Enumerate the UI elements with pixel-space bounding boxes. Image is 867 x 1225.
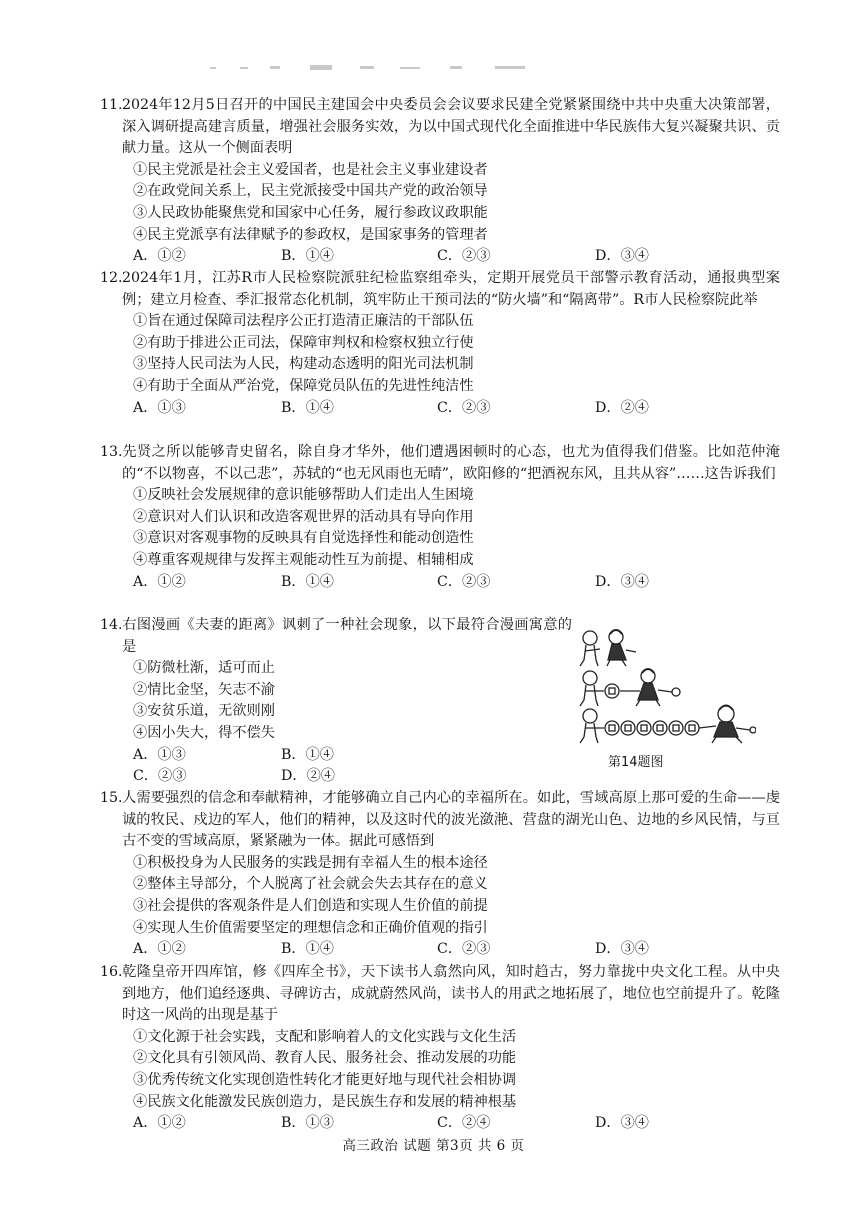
answer-choices-row-2: [100, 766, 780, 788]
cartoon-husband-wife-distance: [576, 624, 756, 744]
option-3: ③安贫乐道，无欲则刚: [133, 703, 275, 720]
option-1: ①文化源于社会实践，支配和影响着人的文化实践与文化生活: [133, 1028, 517, 1045]
option-3: ③社会提供的客观条件是人们创造和实现人生价值的前提: [133, 897, 488, 914]
question-stem: 2024年1月，江苏R市人民检察院派驻纪检监察组牵头，定期开展党员干部警示教育活动，通报典型案例；建立月检查、季汇报常态化机制，筑牢防止干预司法的“防火墙”和“隔离带”。R市人民检察院此举: [122, 270, 780, 308]
question-number: 12.: [100, 270, 123, 286]
question-16: [100, 962, 780, 1135]
option-1: ①防微杜渐，适可而止: [133, 660, 275, 677]
option-4: ④民主党派享有法律赋予的参政权，是国家事务的管理者: [133, 226, 488, 243]
option-2: ②情比金坚，矢志不渝: [133, 681, 275, 698]
choice-c[interactable]: C．②④: [437, 1115, 491, 1132]
answer-choices: [100, 939, 780, 961]
choice-d[interactable]: D．③④: [595, 1115, 649, 1132]
question-stem: 先贤之所以能够青史留名，除自身才华外，他们遭遇困顿时的心态，也尤为值得我们借鉴。比如范仲淹的“不以物喜，不以己悲”，苏轼的“也无风雨也无晴”，欧阳修的“把酒祝东风，且共从容”……这告诉我们: [122, 444, 780, 482]
option-1: ①反映社会发展规律的意识能够帮助人们走出人生困境: [133, 487, 474, 504]
choice-c[interactable]: C．②③: [437, 941, 491, 958]
question-number: 14.: [100, 617, 123, 633]
question-number: 15.: [100, 790, 123, 806]
question-15: [100, 788, 780, 961]
choice-c[interactable]: C．②③: [133, 768, 187, 785]
choice-c[interactable]: C．②③: [437, 399, 491, 416]
question-stem: 乾隆皇帝开四库馆，修《四库全书》，天下读书人翕然向风，知时趋古，努力靠拢中央文化工程。从中央到地方，他们追经逐典、寻碑访古，成就蔚然风尚，读书人的用武之地拓展了，地位也空前提升了。乾隆时这一风尚的出现是基于: [122, 964, 780, 1024]
option-3: ③人民政协能聚焦党和国家中心任务，履行参政议政职能: [133, 204, 488, 221]
faded-header-marks: [210, 62, 540, 74]
choice-d[interactable]: D．②④: [281, 768, 335, 785]
question-number: 13.: [100, 444, 123, 460]
question-11: [100, 95, 780, 268]
choice-a[interactable]: A．①②: [133, 573, 186, 590]
figure-caption: 第14题图: [608, 755, 664, 770]
choice-b[interactable]: B．①④: [281, 573, 334, 590]
choice-b[interactable]: B．①④: [281, 248, 334, 265]
choice-a[interactable]: A．①②: [133, 1115, 186, 1132]
answer-choices: [100, 398, 780, 420]
question-stem: 2024年12月5日召开的中国民主建国会中央委员会会议要求民建全党紧紧围绕中共中央重大决策部署，深入调研提高建言质量，增强社会服务实效，为以中国式现代化全面推进中华民族伟大复兴凝聚共识、贡献力量。这从一个侧面表明: [122, 97, 780, 157]
option-2: ②意识对人们认识和改造客观世界的活动具有导向作用: [133, 508, 474, 525]
option-4: ④实现人生价值需要坚定的理想信念和正确价值观的指引: [133, 919, 488, 936]
option-3: ③优秀传统文化实现创造性转化才能更好地与现代社会相协调: [133, 1071, 517, 1088]
option-4: ④有助于全面从严治党，保障党员队伍的先进性纯洁性: [133, 377, 474, 394]
choice-b[interactable]: B．①③: [281, 1115, 334, 1132]
question-stem: 右图漫画《夫妻的距离》讽刺了一种社会现象，以下最符合漫画寓意的是: [122, 617, 572, 655]
choice-a[interactable]: A．①②: [133, 941, 186, 958]
choice-b[interactable]: B．①④: [281, 399, 334, 416]
answer-choices-row-1: [100, 745, 780, 767]
option-1: ①积极投身为人民服务的实践是拥有幸福人生的根本途径: [133, 854, 488, 871]
answer-choices: [100, 1113, 780, 1135]
choice-a[interactable]: A．①③: [133, 399, 186, 416]
choice-d[interactable]: D．②④: [595, 399, 649, 416]
choice-d[interactable]: D．③④: [595, 248, 649, 265]
option-3: ③坚持人民司法为人民，构建动态透明的阳光司法机制: [133, 356, 474, 373]
option-4: ④尊重客观规律与发挥主观能动性互为前提、相辅相成: [133, 551, 474, 568]
question-stem: 人需要强烈的信念和奉献精神，才能够确立自己内心的幸福所在。如此，雪域高原上那可爱的生命——虔诚的牧民、戍边的军人，他们的精神，以及这时代的波光潋滟、营盘的湖光山色、边地的乡风民情，与亘古不变的雪域高原，紧紧融为一体。据此可感悟到: [122, 790, 780, 850]
choice-b[interactable]: B．①④: [281, 746, 334, 763]
option-4: ④因小失大，得不偿失: [133, 724, 275, 741]
choice-c[interactable]: C．②③: [437, 248, 491, 265]
choice-a[interactable]: A．①③: [133, 746, 186, 763]
answer-choices: [100, 572, 780, 594]
question-number: 16.: [100, 964, 123, 980]
choice-d[interactable]: D．③④: [595, 573, 649, 590]
option-2: ②在政党间关系上，民主党派接受中国共产党的政治领导: [133, 183, 488, 200]
option-3: ③意识对客观事物的反映具有自觉选择性和能动创造性: [133, 530, 474, 547]
question-number: 11.: [100, 97, 123, 113]
choice-a[interactable]: A．①②: [133, 248, 186, 265]
answer-choices: [100, 246, 780, 268]
question-13: [100, 442, 780, 593]
option-1: ①民主党派是社会主义爱国者，也是社会主义事业建设者: [133, 161, 488, 178]
choice-c[interactable]: C．②③: [437, 573, 491, 590]
option-2: ②文化具有引领风尚、教育人民、服务社会、推动发展的功能: [133, 1050, 517, 1067]
option-1: ①旨在通过保障司法程序公正打造清正廉洁的干部队伍: [133, 313, 474, 330]
choice-d[interactable]: D．③④: [595, 941, 649, 958]
choice-b[interactable]: B．①④: [281, 941, 334, 958]
page-footer: 高三政治 试题 第3页 共 6 页: [342, 1138, 525, 1154]
question-12: [100, 268, 780, 419]
option-4: ④民族文化能激发民族创造力，是民族生存和发展的精神根基: [133, 1093, 517, 1110]
option-2: ②整体主导部分，个人脱离了社会就会失去其存在的意义: [133, 876, 488, 893]
option-2: ②有助于排进公正司法，保障审判权和检察权独立行使: [133, 334, 474, 351]
